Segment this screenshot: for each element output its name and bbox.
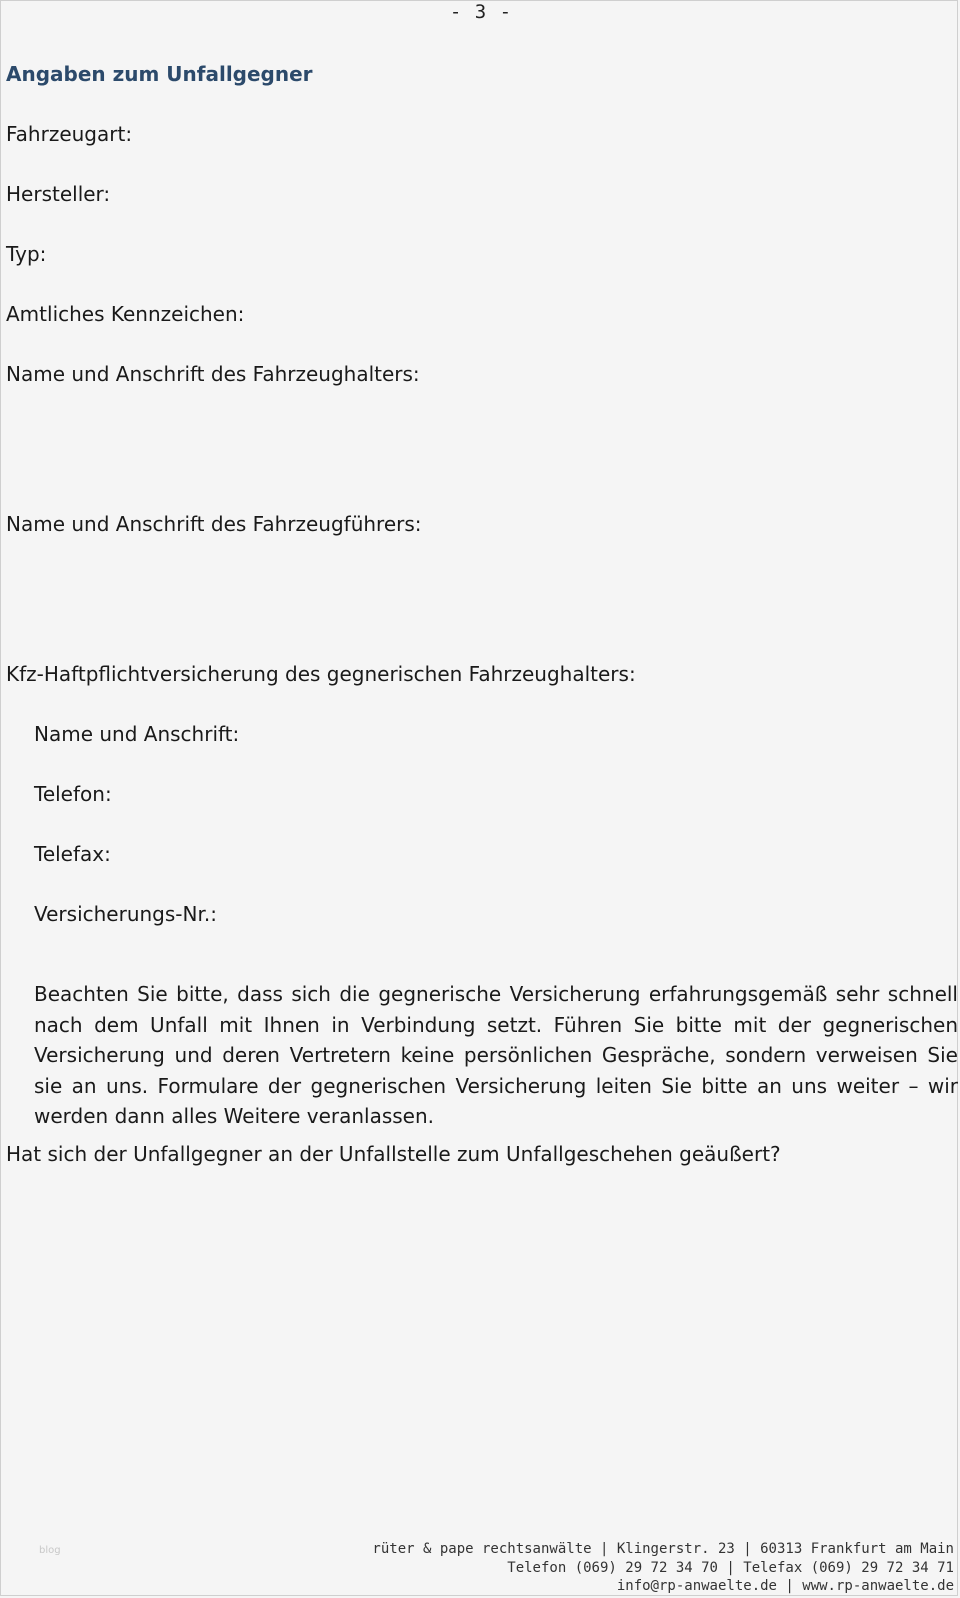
page-number: - 3 - (449, 1, 513, 23)
footer-web-line: info@rp-anwaelte.de | www.rp-anwaelte.de (616, 1578, 954, 1594)
field-vehicle-driver: Name und Anschrift des Fahrzeugführers: (6, 512, 422, 536)
field-insurance-fax: Telefax: (34, 842, 111, 866)
footer-watermark: blog (39, 1545, 61, 1556)
field-opponent-statement-question: Hat sich der Unfallgegner an der Unfallstelle zum Unfallgeschehen geäußert? (6, 1142, 781, 1166)
section-title: Angaben zum Unfallgegner (6, 62, 313, 86)
insurance-note-paragraph: Beachten Sie bitte, dass sich die gegnerische Versicherung erfahrungsgemäß sehr schnell nach dem Unfall mit Ihnen in Verbindung setzt. Führen Sie bitte mit der gegnerischen Versicherung und deren Vertretern keine persönlichen Gespräche, sondern verweisen Sie sie an uns. Formulare der gegnerischen Versicherung leiten Sie bitte an uns weiter – wir werden dann alles Weitere veranlassen. (34, 982, 958, 1129)
field-license-plate: Amtliches Kennzeichen: (6, 302, 245, 326)
footer-phone-line: Telefon (069) 29 72 34 70 | Telefax (069) 29 72 34 71 (507, 1559, 954, 1576)
field-manufacturer: Hersteller: (6, 182, 111, 206)
field-insurance-policy-number: Versicherungs-Nr.: (34, 902, 217, 926)
footer-contact (372, 1540, 954, 1596)
field-insurance-heading: Kfz-Haftpflichtversicherung des gegnerischen Fahrzeughalters: (6, 662, 636, 686)
field-model: Typ: (6, 242, 47, 266)
field-vehicle-type: Fahrzeugart: (6, 122, 133, 146)
field-insurance-phone: Telefon: (34, 782, 112, 806)
field-insurance-name-address: Name und Anschrift: (34, 722, 240, 746)
footer-address-line: rüter & pape rechtsanwälte | Klingerstr. 23 | 60313 Frankfurt am Main (372, 1541, 954, 1557)
field-vehicle-holder: Name und Anschrift des Fahrzeughalters: (6, 362, 420, 386)
